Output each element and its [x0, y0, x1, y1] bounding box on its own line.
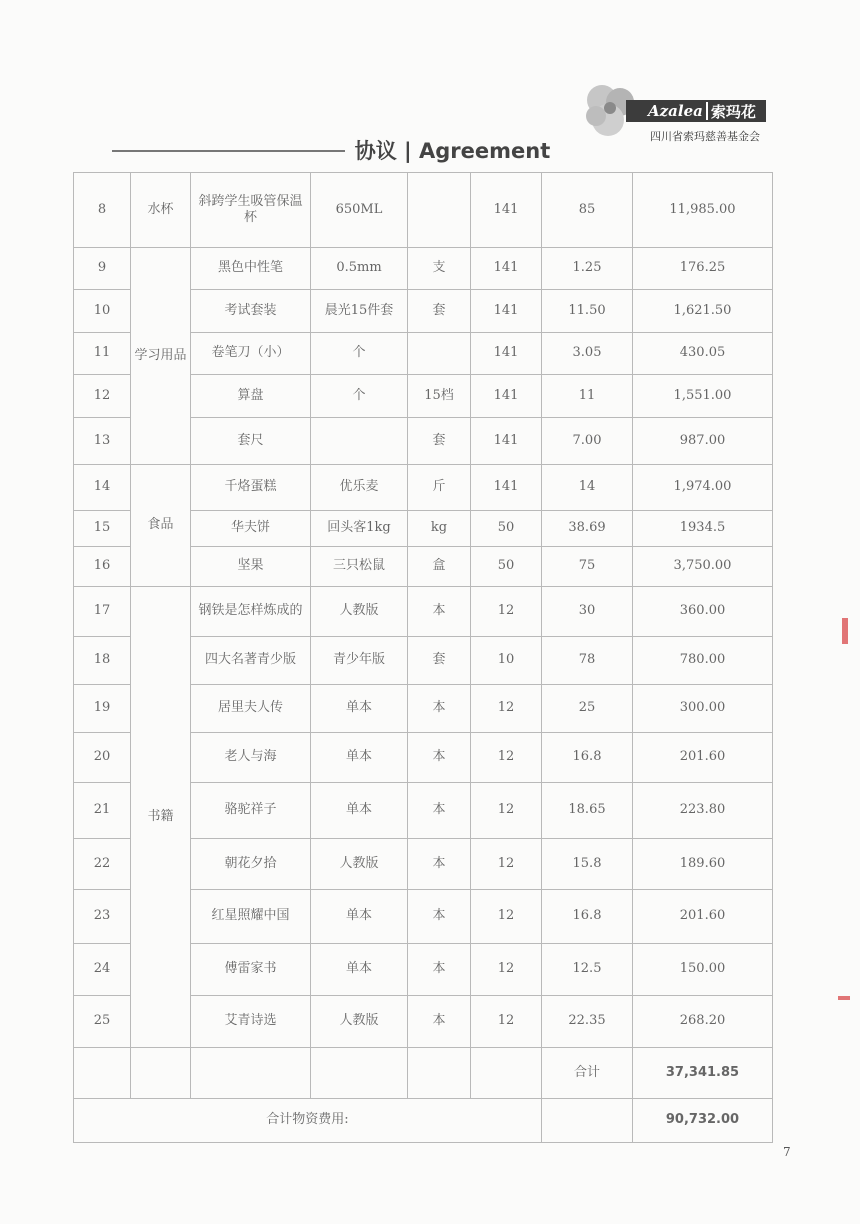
row-number: 22	[74, 839, 131, 890]
item-amount: 3,750.00	[633, 547, 773, 587]
row-number: 13	[74, 418, 131, 465]
item-name: 钢铁是怎样炼成的	[191, 587, 311, 637]
row-number: 24	[74, 944, 131, 996]
subtotal-row	[74, 1048, 773, 1099]
item-quantity: 141	[471, 173, 542, 248]
item-quantity: 141	[471, 290, 542, 333]
row-number: 21	[74, 783, 131, 839]
item-spec: 单本	[311, 890, 408, 944]
item-unit: 本	[408, 783, 471, 839]
item-quantity: 50	[471, 511, 542, 547]
item-name: 算盘	[191, 375, 311, 418]
stamp-edge-mark	[842, 618, 848, 644]
item-price: 18.65	[542, 783, 633, 839]
item-amount: 987.00	[633, 418, 773, 465]
item-amount: 189.60	[633, 839, 773, 890]
item-amount: 300.00	[633, 685, 773, 733]
brand-en: Azalea	[648, 102, 703, 120]
row-number: 17	[74, 587, 131, 637]
category-cell: 学习用品	[131, 248, 191, 465]
item-name: 华夫饼	[191, 511, 311, 547]
item-price: 25	[542, 685, 633, 733]
item-unit: 盒	[408, 547, 471, 587]
item-spec: 人教版	[311, 996, 408, 1048]
subtotal-value: 37,341.85	[633, 1048, 773, 1099]
item-unit: 套	[408, 637, 471, 685]
row-number: 23	[74, 890, 131, 944]
item-unit: 斤	[408, 465, 471, 511]
page-title: 协议 | Agreement	[345, 134, 560, 166]
item-unit: 本	[408, 587, 471, 637]
item-quantity: 12	[471, 685, 542, 733]
item-spec: 个	[311, 375, 408, 418]
grand-total-label: 合计物资费用:	[74, 1099, 542, 1143]
page-number: 7	[783, 1145, 791, 1159]
item-quantity: 12	[471, 733, 542, 783]
item-price: 38.69	[542, 511, 633, 547]
item-amount: 1,621.50	[633, 290, 773, 333]
item-price: 85	[542, 173, 633, 248]
item-price: 1.25	[542, 248, 633, 290]
item-spec: 单本	[311, 783, 408, 839]
item-price: 15.8	[542, 839, 633, 890]
item-unit: 本	[408, 685, 471, 733]
item-name: 艾青诗选	[191, 996, 311, 1048]
subtotal-label: 合计	[542, 1048, 633, 1099]
item-price: 75	[542, 547, 633, 587]
item-quantity: 141	[471, 465, 542, 511]
item-price: 12.5	[542, 944, 633, 996]
item-price: 7.00	[542, 418, 633, 465]
item-spec: 回头客1kg	[311, 511, 408, 547]
item-spec	[311, 418, 408, 465]
item-price: 11	[542, 375, 633, 418]
item-quantity: 141	[471, 248, 542, 290]
item-name: 居里夫人传	[191, 685, 311, 733]
item-name: 老人与海	[191, 733, 311, 783]
item-amount: 150.00	[633, 944, 773, 996]
item-quantity: 12	[471, 944, 542, 996]
item-spec: 人教版	[311, 587, 408, 637]
materials-table	[73, 172, 773, 1143]
row-number: 18	[74, 637, 131, 685]
item-price: 22.35	[542, 996, 633, 1048]
item-unit: 套	[408, 290, 471, 333]
item-price: 16.8	[542, 733, 633, 783]
item-unit: 本	[408, 890, 471, 944]
item-name: 傅雷家书	[191, 944, 311, 996]
item-spec: 三只松鼠	[311, 547, 408, 587]
item-price: 78	[542, 637, 633, 685]
grand-total-value: 90,732.00	[633, 1099, 773, 1143]
item-unit: 本	[408, 996, 471, 1048]
row-number: 12	[74, 375, 131, 418]
item-unit	[408, 333, 471, 375]
item-quantity: 141	[471, 333, 542, 375]
item-spec: 优乐麦	[311, 465, 408, 511]
item-quantity: 12	[471, 839, 542, 890]
item-spec: 0.5mm	[311, 248, 408, 290]
item-name: 千烙蛋糕	[191, 465, 311, 511]
row-number: 10	[74, 290, 131, 333]
item-quantity: 141	[471, 375, 542, 418]
item-name: 斜跨学生吸管保温杯	[191, 173, 311, 248]
item-spec: 单本	[311, 944, 408, 996]
row-number: 19	[74, 685, 131, 733]
item-quantity: 12	[471, 587, 542, 637]
item-spec: 单本	[311, 685, 408, 733]
item-name: 坚果	[191, 547, 311, 587]
brand-cn: 索玛花	[710, 102, 756, 121]
item-quantity: 12	[471, 890, 542, 944]
table-row	[74, 465, 773, 511]
item-amount: 1934.5	[633, 511, 773, 547]
row-number: 11	[74, 333, 131, 375]
item-quantity: 12	[471, 996, 542, 1048]
stamp-edge-mark	[838, 996, 850, 1000]
organization-name: 四川省索玛慈善基金会	[650, 130, 760, 143]
item-amount: 360.00	[633, 587, 773, 637]
item-unit: 本	[408, 944, 471, 996]
item-unit: 本	[408, 733, 471, 783]
row-number: 14	[74, 465, 131, 511]
row-number: 16	[74, 547, 131, 587]
item-name: 红星照耀中国	[191, 890, 311, 944]
item-amount: 430.05	[633, 333, 773, 375]
item-amount: 268.20	[633, 996, 773, 1048]
item-amount: 780.00	[633, 637, 773, 685]
item-name: 朝花夕拾	[191, 839, 311, 890]
category-cell: 书籍	[131, 587, 191, 1048]
row-number: 20	[74, 733, 131, 783]
item-quantity: 50	[471, 547, 542, 587]
category-cell: 水杯	[131, 173, 191, 248]
item-price: 16.8	[542, 890, 633, 944]
item-unit: 本	[408, 839, 471, 890]
item-unit: 套	[408, 418, 471, 465]
item-spec: 个	[311, 333, 408, 375]
item-unit: kg	[408, 511, 471, 547]
item-price: 11.50	[542, 290, 633, 333]
item-name: 考试套装	[191, 290, 311, 333]
table-row	[74, 248, 773, 290]
item-quantity: 141	[471, 418, 542, 465]
row-number: 25	[74, 996, 131, 1048]
table-row	[74, 173, 773, 248]
row-number: 9	[74, 248, 131, 290]
brand-name	[626, 100, 766, 122]
item-name: 套尺	[191, 418, 311, 465]
item-spec: 人教版	[311, 839, 408, 890]
item-amount: 201.60	[633, 890, 773, 944]
item-name: 卷笔刀（小）	[191, 333, 311, 375]
item-price: 30	[542, 587, 633, 637]
item-spec: 青少年版	[311, 637, 408, 685]
item-quantity: 10	[471, 637, 542, 685]
item-amount: 176.25	[633, 248, 773, 290]
item-name: 骆驼祥子	[191, 783, 311, 839]
item-quantity: 12	[471, 783, 542, 839]
table-row	[74, 587, 773, 637]
item-spec: 650ML	[311, 173, 408, 248]
row-number: 8	[74, 173, 131, 248]
item-price: 14	[542, 465, 633, 511]
grand-total-row	[74, 1099, 773, 1143]
item-amount: 11,985.00	[633, 173, 773, 248]
item-spec: 晨光15件套	[311, 290, 408, 333]
item-unit: 15档	[408, 375, 471, 418]
item-amount: 223.80	[633, 783, 773, 839]
category-cell: 食品	[131, 465, 191, 587]
item-unit: 支	[408, 248, 471, 290]
item-name: 四大名著青少版	[191, 637, 311, 685]
foundation-logo	[578, 78, 768, 148]
item-spec: 单本	[311, 733, 408, 783]
item-amount: 201.60	[633, 733, 773, 783]
item-amount: 1,974.00	[633, 465, 773, 511]
item-price: 3.05	[542, 333, 633, 375]
item-unit	[408, 173, 471, 248]
row-number: 15	[74, 511, 131, 547]
item-amount: 1,551.00	[633, 375, 773, 418]
item-name: 黑色中性笔	[191, 248, 311, 290]
